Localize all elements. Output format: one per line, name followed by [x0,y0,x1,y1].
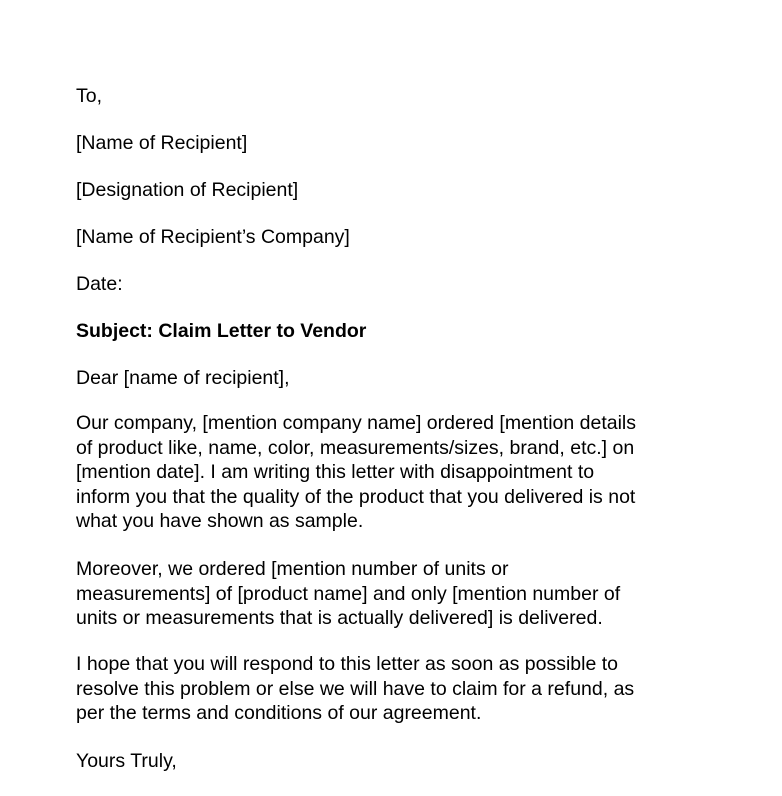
paragraph-line: measurements] of [product name] and only [mention number of [76,582,621,605]
paragraph-line: units or measurements that is actually delivered] is delivered. [76,607,603,629]
paragraph-line: what you have shown as sample. [76,510,364,532]
closing: Yours Truly, [76,750,177,772]
greeting: Dear [name of recipient], [76,367,290,389]
paragraph-line: resolve this problem or else we will have to claim for a refund, as [76,677,635,700]
paragraph-line: of product like, name, color, measurements/sizes, brand, etc.] on [76,436,635,459]
paragraph-line: Our company, [mention company name] ordered [mention details [76,412,637,434]
paragraph-line: inform you that the quality of the product that you delivered is not [76,485,636,508]
salutation-to: To, [76,85,103,107]
recipient-company: [Name of Recipient’s Company] [76,226,350,248]
body-paragraph-1 [76,411,636,534]
date-label: Date: [76,273,123,295]
body-paragraph-3 [76,652,634,726]
paragraph-line: I hope that you will respond to this letter as soon as possible to [76,653,618,675]
recipient-name: [Name of Recipient] [76,132,248,154]
recipient-designation: [Designation of Recipient] [76,179,299,201]
paragraph-line: [mention date]. I am writing this letter with disappointment to [76,461,595,483]
subject-line: Subject: Claim Letter to Vendor [76,320,367,342]
paragraph-line: Moreover, we ordered [mention number of units or [76,558,509,580]
paragraph-line: per the terms and conditions of our agreement. [76,702,482,724]
body-paragraph-2 [76,557,620,631]
